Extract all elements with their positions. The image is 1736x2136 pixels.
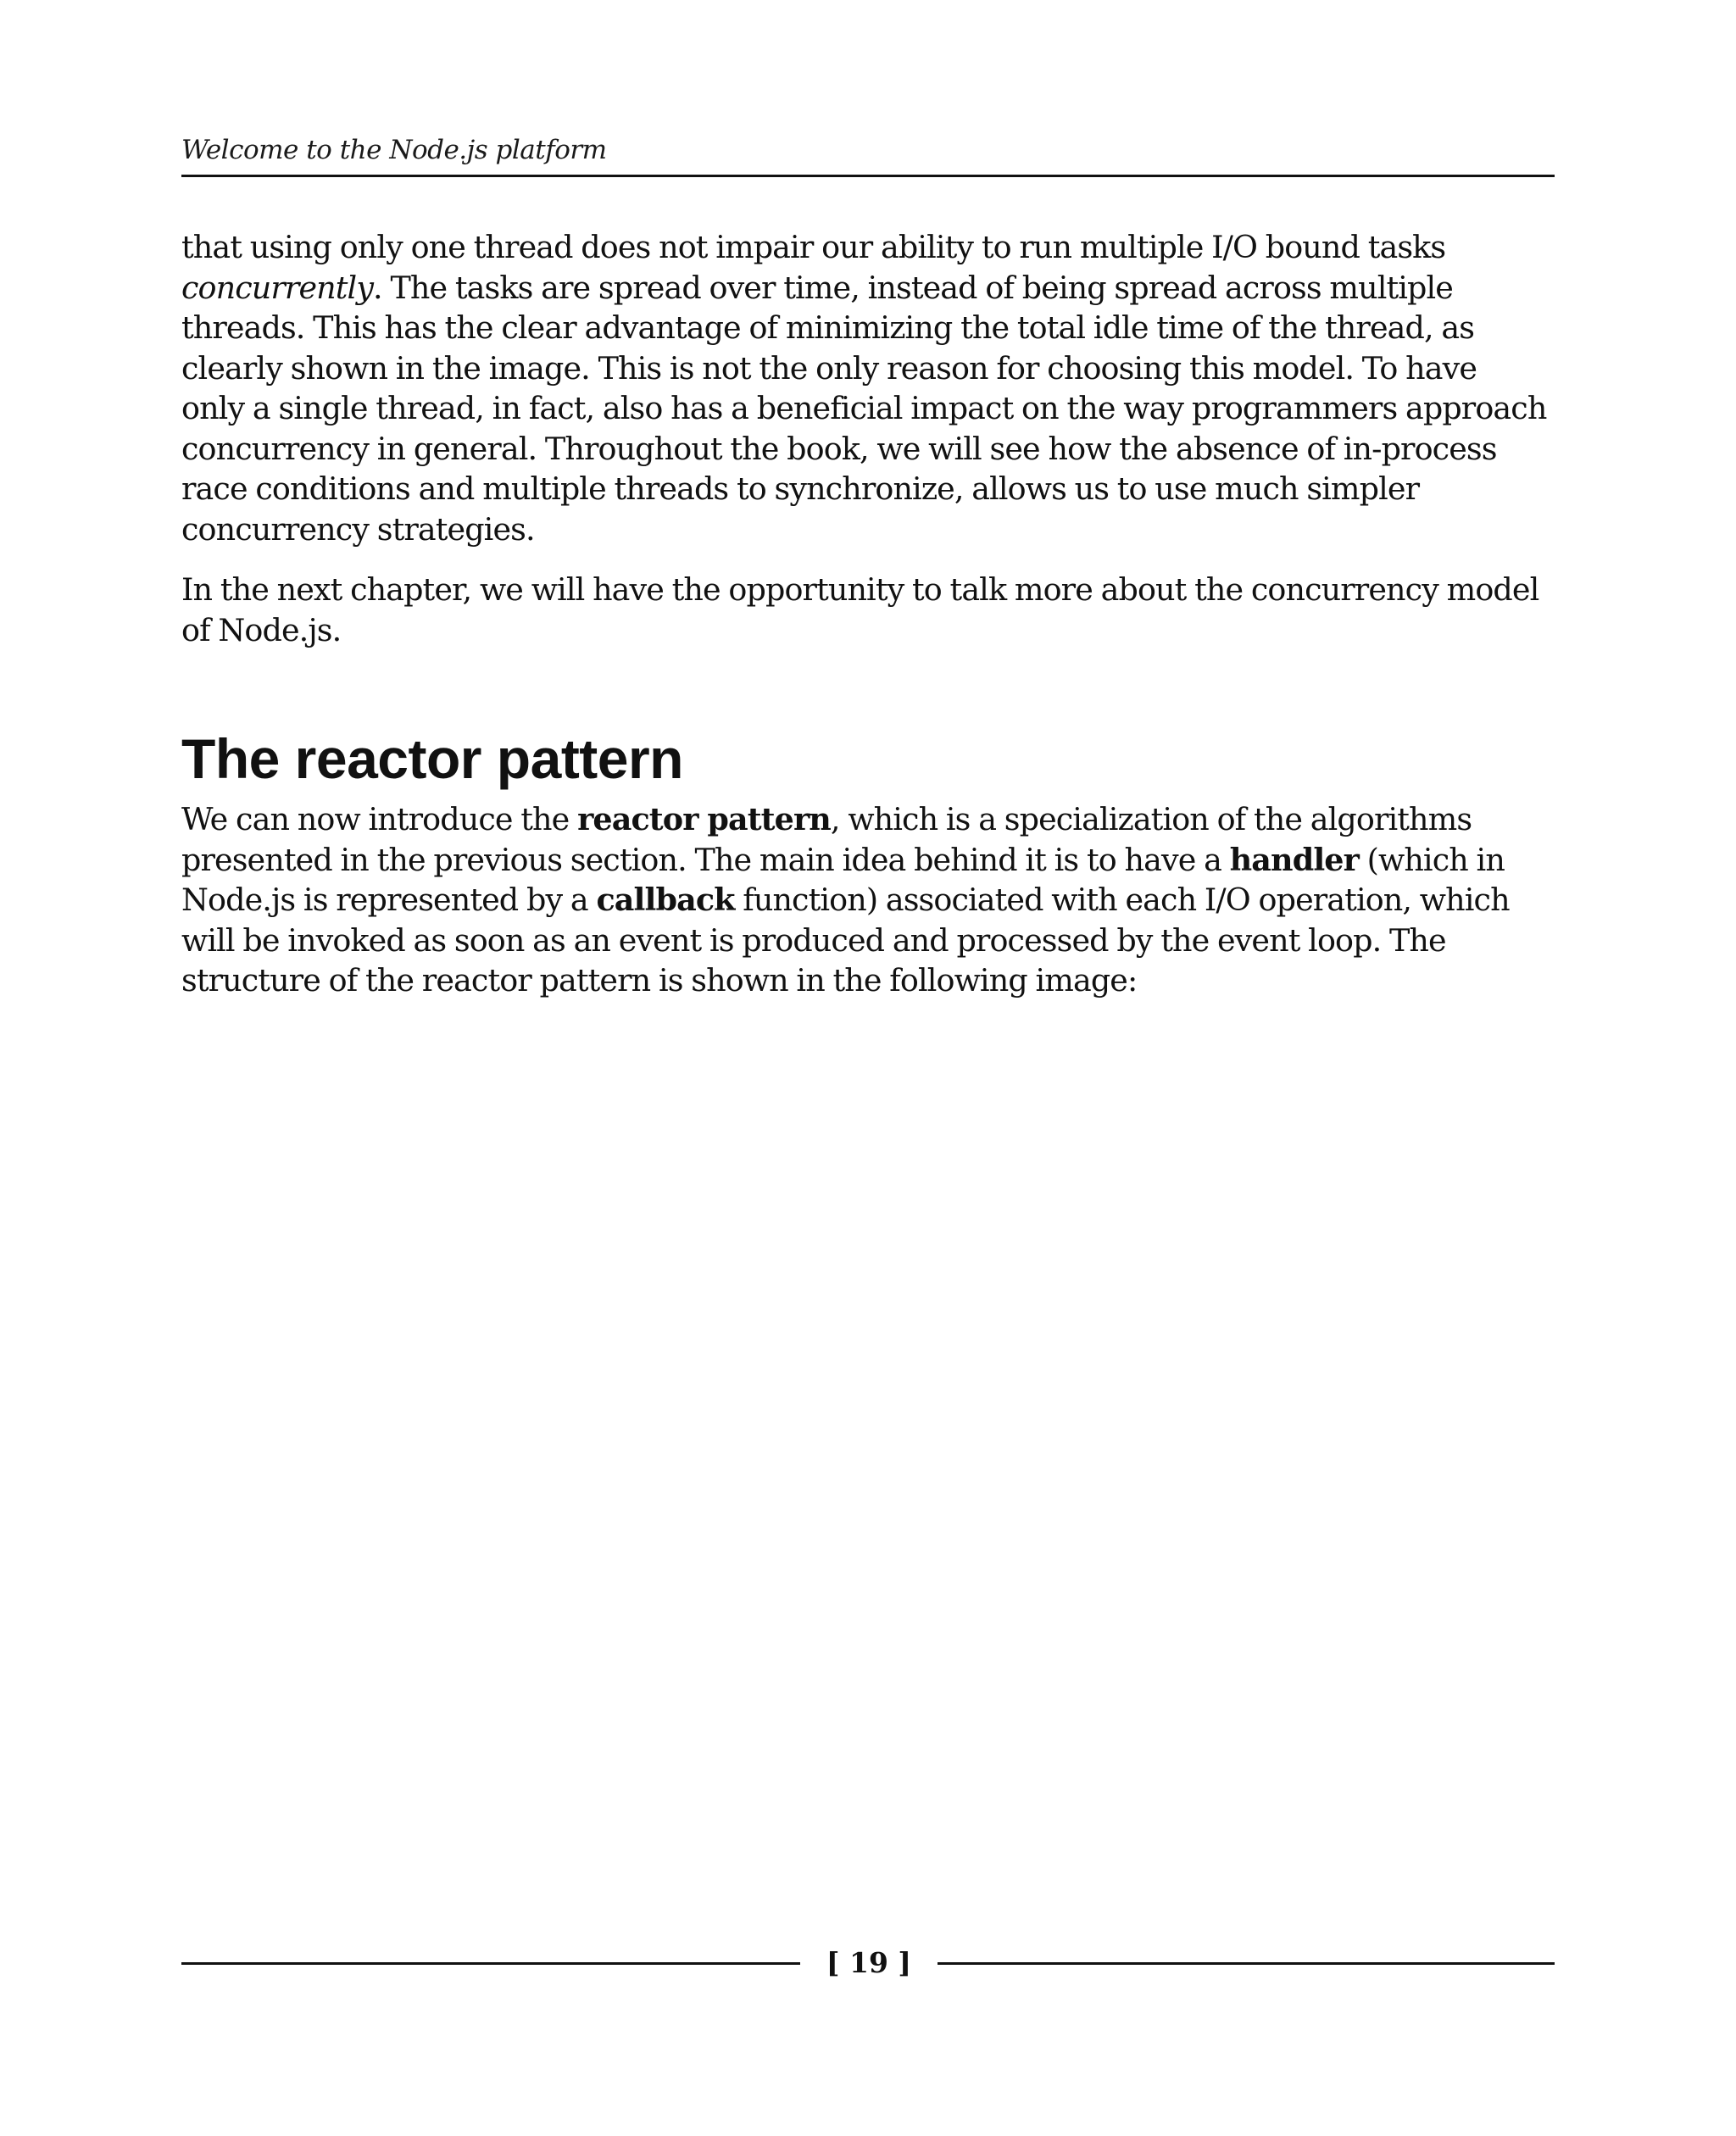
text-line: will be invoked as soon as an event is produced and processed by the event loop. The [181, 921, 1446, 959]
footer-rule-left [181, 1962, 800, 1965]
text-span: Node.js is represented by a [181, 882, 597, 918]
text-line [181, 840, 1559, 881]
text-line [181, 268, 1559, 309]
text-span: function) associated with each I/O operation, which [734, 882, 1510, 918]
paragraph-3 [181, 799, 1559, 1001]
text-line: structure of the reactor pattern is shown in the following image: [181, 962, 1138, 998]
paragraph-1 [181, 227, 1559, 549]
text-span: (which in [1358, 841, 1505, 878]
text-span: We can now introduce the [181, 801, 578, 837]
text-line [181, 880, 1559, 921]
emphasis-text: concurrently [181, 269, 374, 306]
text-line: In the next chapter, we will have the opportunity to talk more about the concurrency model [181, 571, 1539, 608]
text-line: threads. This has the clear advantage of minimizing the total idle time of the thread, as [181, 309, 1475, 346]
bold-term: reactor pattern [577, 801, 831, 837]
text-line: only a single thread, in fact, also has a beneficial impact on the way programmers approach [181, 390, 1547, 426]
running-header-title: Welcome to the Node.js platform [181, 135, 607, 165]
text-span: . The tasks are spread over time, instead of being spread across multiple [373, 269, 1453, 306]
text-line: clearly shown in the image. This is not the only reason for choosing this model. To have [181, 349, 1477, 387]
page-number: [ 19 ] [826, 1946, 912, 1979]
paragraph-2 [181, 570, 1559, 650]
section-heading: The reactor pattern [181, 727, 683, 790]
text-line: concurrency strategies. [181, 510, 535, 548]
bold-term: callback [596, 882, 735, 918]
text-span: presented in the previous section. The main idea behind it is to have a [181, 841, 1230, 878]
text-line: of Node.js. [181, 611, 342, 648]
text-line: race conditions and multiple threads to synchronize, allows us to use much simpler [181, 470, 1420, 507]
text-line: that using only one thread does not impair our ability to run multiple I/O bound tasks [181, 229, 1446, 265]
text-line: concurrency in general. Throughout the book, we will see how the absence of in-process [181, 430, 1497, 467]
page-content [181, 227, 1559, 1001]
bold-term: handler [1229, 841, 1359, 878]
header-rule [181, 175, 1555, 177]
text-span: , which is a specialization of the algorithms [830, 801, 1472, 837]
footer-rule-right [938, 1962, 1555, 1965]
text-line [181, 799, 1559, 840]
